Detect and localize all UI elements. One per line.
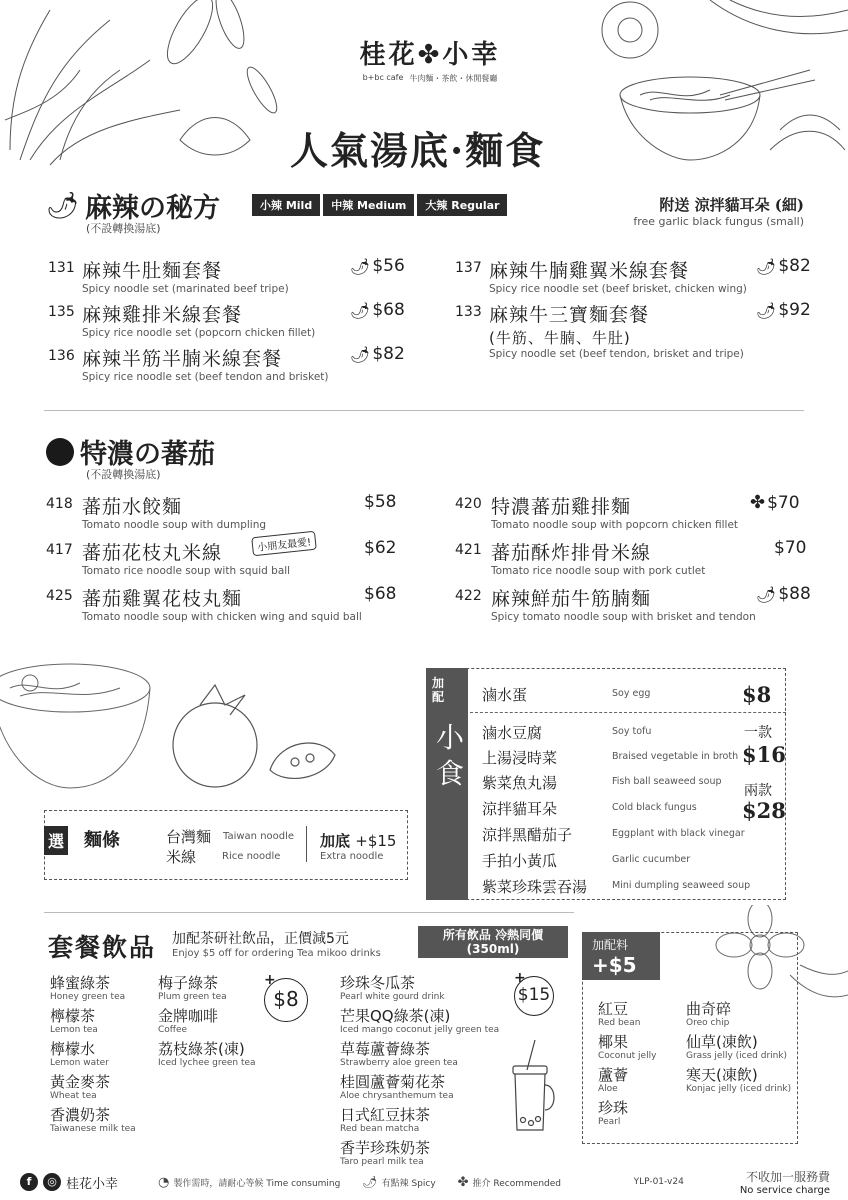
item-name-cn: 麻辣牛腩雞翼米線套餐 — [489, 260, 690, 282]
spice-level-badges — [252, 194, 507, 216]
item-code: 417 — [46, 542, 73, 558]
drink-name-en: Iced mango coconut jelly green tea — [340, 1025, 500, 1035]
topping-name-cn: 仙草(凍飲) — [686, 1033, 758, 1051]
drink-name-cn: 日式紅豆抹茶 — [340, 1106, 431, 1124]
noodle-choice-title: 麵條 — [84, 830, 120, 851]
extra-noodle — [320, 830, 396, 862]
drink-name-cn: 梅子綠茶 — [158, 974, 219, 992]
item-name-en: Spicy rice noodle set (beef brisket, chicken wing) — [489, 283, 747, 295]
tomato-section-title: 特濃の蕃茄 — [80, 439, 215, 470]
topping-name-en: Grass jelly (iced drink) — [686, 1051, 788, 1061]
drink-name-cn: 香芋珍珠奶茶 — [340, 1139, 431, 1157]
service-charge-cn: 不收加一服務費 — [745, 1170, 830, 1184]
extra-noodle-en: Extra noodle — [320, 851, 384, 862]
drink-name-en: Taro pearl milk tea — [340, 1157, 424, 1167]
item-price — [364, 584, 396, 604]
drink-name-cn: 檸檬水 — [50, 1040, 96, 1058]
side-item-en: Cold black fungus — [612, 802, 697, 813]
item-name-cn: 麻辣牛三寶麵套餐 — [489, 304, 650, 326]
side-item — [482, 722, 772, 743]
item-name-en: Tomato rice noodle soup with pork cutlet — [491, 565, 706, 577]
menu-item — [48, 344, 329, 383]
drink-name-cn: 黃金麥茶 — [50, 1073, 111, 1091]
item-name-en: Spicy rice noodle set (popcorn chicken fillet) — [82, 327, 316, 339]
drink-name-en: Honey green tea — [50, 992, 126, 1002]
drink-name-en: Red bean matcha — [340, 1124, 420, 1134]
item-name-cn: 麻辣鮮茄牛筋腩麵 — [491, 588, 652, 610]
menu-item — [455, 584, 756, 623]
two-item-price: $28 — [742, 798, 786, 823]
spice-level-medium: 中辣 Medium — [323, 194, 414, 216]
menu-item — [455, 538, 705, 577]
price-value: $70 — [774, 538, 807, 558]
facebook-icon[interactable]: f — [20, 1173, 38, 1191]
social-links — [20, 1173, 118, 1192]
temperature-badge-line2: (350ml) — [466, 942, 520, 956]
side-tag-small: 加配 — [432, 676, 445, 704]
item-name-en: Spicy noodle set (marinated beef tripe) — [82, 283, 289, 295]
item-price — [364, 538, 396, 558]
menu-item — [455, 492, 738, 531]
drink-item — [340, 972, 499, 1002]
section-divider — [44, 912, 574, 913]
price8-plus: + — [264, 972, 276, 988]
drinks-title: 套餐飲品 — [48, 933, 157, 962]
side-item — [482, 850, 772, 871]
drink-name-cn: 草莓蘆薈綠茶 — [340, 1040, 431, 1058]
drinks-promo — [172, 928, 381, 959]
drink-item — [50, 1104, 136, 1134]
drinks-column-2 — [158, 972, 256, 1071]
item-price — [364, 492, 396, 512]
legend-recommended — [458, 1175, 561, 1190]
extra-noodle-price: +$15 — [355, 832, 397, 850]
toppings-right — [686, 998, 791, 1097]
item-name-cn-detail: (牛筋、牛腩、牛肚) — [489, 329, 631, 347]
side-item-en: Eggplant with black vinegar — [612, 828, 745, 839]
brand-sub-cn: 牛肉麵・茶飲・休閒餐廳 — [409, 74, 498, 83]
free-gift-en: free garlic black fungus (small) — [633, 215, 804, 228]
price-value: $62 — [364, 538, 397, 558]
instagram-icon[interactable]: ◎ — [43, 1173, 61, 1191]
topping-item — [686, 1031, 791, 1061]
chili-icon: 🌶 — [362, 1175, 378, 1189]
drink-name-en: Coffee — [158, 1025, 188, 1035]
noodle-option-rice — [166, 846, 280, 867]
toppings-tag — [582, 932, 660, 980]
item-name-en: Spicy rice noodle set (beef tendon and brisket) — [82, 371, 329, 383]
item-name-en: Tomato noodle soup with dumpling — [82, 519, 267, 531]
side-item-cn: 紫菜魚丸湯 — [482, 774, 558, 792]
price-value: $68 — [372, 300, 405, 320]
side-item — [482, 772, 772, 793]
temperature-badge-line1: 所有飲品 冷熱同價 — [442, 928, 544, 942]
item-price — [350, 344, 405, 364]
drink-item — [50, 972, 136, 1002]
drink-name-en: Pearl white gourd drink — [340, 992, 445, 1002]
price-value: $68 — [364, 584, 397, 604]
item-name-cn: 麻辣半筋半腩米線套餐 — [82, 348, 283, 370]
price-value: $58 — [364, 492, 397, 512]
price15-plus: + — [514, 970, 526, 986]
side-item-cn: 上湯浸時菜 — [482, 749, 558, 767]
drinks-promo-cn: 加配茶研社飲品，正價減5元 — [172, 931, 349, 947]
item-code: 420 — [455, 496, 482, 512]
item-price — [350, 300, 405, 320]
drink-item — [340, 1038, 499, 1068]
drink-name-en: Wheat tea — [50, 1091, 97, 1101]
item-code: 137 — [455, 260, 482, 276]
toppings-tag-label: 加配料 — [592, 938, 629, 952]
drink-item — [340, 1071, 499, 1101]
side-item-cn: 紫菜珍珠雲吞湯 — [482, 878, 588, 896]
topping-name-cn: 曲奇碎 — [686, 1000, 732, 1018]
side-item — [482, 824, 772, 845]
chili-icon: 🌶 — [756, 300, 777, 320]
drink-name-cn: 金牌咖啡 — [158, 1007, 219, 1025]
item-name-cn: 麻辣牛肚麵套餐 — [82, 260, 223, 282]
topping-name-en: Oreo chip — [686, 1018, 730, 1028]
drink-name-en: Aloe chrysanthemum tea — [340, 1091, 454, 1101]
legend-time-text: 製作需時，請耐心等候 Time consuming — [173, 1178, 341, 1189]
menu-code: YLP-01-v24 — [633, 1177, 684, 1187]
service-charge-en: No service charge — [739, 1185, 830, 1196]
chili-icon: 🌶 — [756, 584, 777, 604]
page-title: 人氣湯底·麵食 — [290, 128, 546, 173]
spicy-section-note: (不設轉換湯底) — [86, 222, 161, 235]
menu-item — [48, 256, 289, 295]
spicy-section-title: 麻辣の秘方 — [85, 193, 221, 224]
side-item-en: Soy egg — [612, 688, 651, 699]
brand-logo — [355, 34, 505, 84]
drink-name-en: Strawberry aloe green tea — [340, 1058, 458, 1068]
item-code: 418 — [46, 496, 73, 512]
drink-item — [158, 972, 256, 1002]
chili-icon: 🌶 — [756, 256, 777, 276]
item-code: 131 — [48, 260, 75, 276]
drink-name-en: Iced lychee green tea — [158, 1058, 256, 1068]
chili-icon: 🌶 — [350, 300, 371, 320]
legend-time — [158, 1175, 340, 1190]
side-item — [482, 747, 772, 768]
topping-name-cn: 紅豆 — [598, 1000, 629, 1018]
chili-icon: 🌶 — [350, 256, 371, 276]
drink-item — [50, 1005, 136, 1035]
item-name-en: Tomato noodle soup with chicken wing and squid ball — [82, 611, 362, 623]
topping-name-cn: 珍珠 — [598, 1099, 629, 1117]
topping-name-cn: 椰果 — [598, 1033, 629, 1051]
recommended-icon: ✤ — [750, 492, 766, 513]
price-value: $92 — [778, 300, 811, 320]
item-price — [774, 538, 806, 558]
item-code: 425 — [46, 588, 73, 604]
side-dishes-tag — [426, 668, 468, 900]
topping-item — [598, 1097, 656, 1127]
menu-item — [46, 584, 362, 623]
brand-sub-en: b+bc cafe — [362, 73, 404, 82]
item-name-en: Spicy noodle set (beef tendon, brisket and tripe) — [489, 348, 744, 360]
noodle-option-cn: 米線 — [166, 848, 197, 866]
topping-name-en: Coconut jelly — [598, 1051, 657, 1061]
price-value: $82 — [778, 256, 811, 276]
drink-item — [340, 1005, 499, 1035]
drink-name-cn: 桂圓蘆薈菊花茶 — [340, 1073, 446, 1091]
drink-name-cn: 香濃奶茶 — [50, 1106, 111, 1124]
chili-icon: 🌶 — [350, 344, 371, 364]
drink-jar-illustration — [505, 1040, 560, 1135]
topping-name-en: Aloe — [598, 1084, 618, 1094]
side-item-en: Braised vegetable in broth — [612, 751, 739, 762]
item-code: 135 — [48, 304, 75, 320]
drink-price-8: $8 — [264, 978, 308, 1022]
menu-item — [48, 300, 315, 339]
topping-item — [598, 1064, 656, 1094]
section-divider — [44, 410, 804, 411]
drink-name-en: Plum green tea — [158, 992, 227, 1002]
side-item-en: Garlic cucumber — [612, 854, 691, 865]
item-name-cn: 特濃蕃茄雞排麵 — [491, 496, 632, 518]
topping-name-en: Pearl — [598, 1117, 621, 1127]
one-item-price: $16 — [742, 742, 786, 767]
item-name-en: Tomato noodle soup with popcorn chicken fillet — [491, 519, 739, 531]
item-name-cn: 蕃茄酥炸排骨米線 — [491, 542, 652, 564]
free-gift-note — [633, 194, 804, 228]
kids-favourite-tag: 小朋友最愛! — [251, 531, 317, 557]
item-name-cn: 蕃茄雞翼花枝丸麵 — [82, 588, 243, 610]
noodle-option-en: Taiwan noodle — [223, 831, 295, 842]
item-name-en: Spicy tomato noodle soup with brisket and tendon — [491, 611, 756, 623]
drinks-promo-en: Enjoy $5 off for ordering Tea mikoo drinks — [172, 948, 381, 959]
egg-price: $8 — [742, 682, 772, 707]
tomato-illustration — [160, 680, 340, 800]
menu-item — [455, 300, 744, 360]
noodle-option-en: Rice noodle — [222, 851, 281, 862]
side-item-cn: 涼拌黑醋茄子 — [482, 826, 573, 844]
drink-name-cn: 芒果QQ綠茶(凍) — [340, 1007, 451, 1025]
item-price — [756, 584, 811, 604]
drink-name-en: Lemon tea — [50, 1025, 98, 1035]
drink-item — [340, 1137, 499, 1167]
temperature-badge — [418, 926, 568, 958]
legend-spicy-text: 有點辣 Spicy — [381, 1178, 436, 1189]
topping-name-cn: 寒天(凍飲) — [686, 1066, 758, 1084]
price-value: $82 — [372, 344, 405, 364]
drinks-column-1 — [50, 972, 136, 1137]
spice-level-regular: 大辣 Regular — [417, 194, 507, 216]
topping-item — [598, 998, 656, 1028]
item-price — [750, 492, 800, 513]
time-icon: ◔ — [158, 1174, 170, 1190]
recommended-icon: ✤ — [457, 1174, 469, 1190]
drink-name-cn: 檸檬茶 — [50, 1007, 96, 1025]
drinks-column-3 — [340, 972, 499, 1170]
item-price — [756, 300, 811, 320]
item-code: 133 — [455, 304, 482, 320]
side-item — [482, 876, 772, 897]
noodle-choice-vdivider — [306, 826, 307, 862]
item-name-cn: 蕃茄花枝丸米線 — [82, 542, 223, 564]
topping-item — [598, 1031, 656, 1061]
one-item-label: 一款 — [744, 725, 772, 741]
topping-name-en: Red bean — [598, 1018, 641, 1028]
side-item — [482, 798, 772, 819]
side-item-cn: 滷水蛋 — [482, 686, 528, 704]
side-item-en: Fish ball seaweed soup — [612, 776, 722, 787]
item-code: 421 — [455, 542, 482, 558]
price-value: $88 — [778, 584, 811, 604]
topping-item — [686, 998, 791, 1028]
drink-item — [50, 1071, 136, 1101]
side-dash-divider — [470, 712, 786, 713]
noodle-option-taiwan — [166, 826, 294, 847]
side-item-en: Mini dumpling seaweed soup — [612, 880, 751, 891]
footer — [20, 1168, 830, 1196]
extra-noodle-cn: 加底 — [320, 832, 351, 850]
noodle-bowl-illustration-middle — [0, 658, 170, 798]
leaf-illustration-left — [0, 0, 280, 170]
legend-recommended-text: 推介 Recommended — [472, 1178, 561, 1189]
legend-spicy — [362, 1175, 435, 1189]
side-item-cn: 滷水豆腐 — [482, 724, 543, 742]
drink-item — [158, 1005, 256, 1035]
menu-item — [46, 492, 266, 531]
noodle-option-cn: 台灣麵 — [166, 828, 212, 846]
price-value: $56 — [372, 256, 405, 276]
topping-name-cn: 蘆薈 — [598, 1066, 629, 1084]
item-name-cn: 蕃茄水餃麵 — [82, 496, 183, 518]
menu-item — [455, 256, 747, 295]
drink-name-cn: 珍珠冬瓜茶 — [340, 974, 416, 992]
topping-name-en: Konjac jelly (iced drink) — [686, 1084, 792, 1094]
drink-name-en: Taiwanese milk tea — [50, 1124, 136, 1134]
item-name-en: Tomato rice noodle soup with squid ball — [82, 565, 291, 577]
topping-item — [686, 1064, 791, 1094]
free-gift-cn: 附送 涼拌貓耳朵 (細) — [659, 196, 804, 214]
drink-item — [340, 1104, 499, 1134]
drink-name-cn: 蜂蜜綠茶 — [50, 974, 111, 992]
drink-name-cn: 荔枝綠茶(凍) — [158, 1040, 245, 1058]
side-item-cn: 涼拌貓耳朵 — [482, 800, 558, 818]
side-item-cn: 手拍小黃瓜 — [482, 852, 558, 870]
side-item-egg — [482, 684, 772, 705]
noodle-bowl-illustration-top — [570, 0, 848, 170]
spice-level-mild: 小辣 Mild — [252, 194, 320, 216]
item-price — [756, 256, 811, 276]
tomato-icon — [46, 438, 74, 466]
item-code: 136 — [48, 348, 75, 364]
toppings-tag-price: +$5 — [592, 953, 637, 977]
item-name-cn: 麻辣雞排米線套餐 — [82, 304, 243, 326]
two-item-label: 兩款 — [744, 783, 772, 799]
item-price — [350, 256, 405, 276]
social-name: 桂花小幸 — [66, 1176, 119, 1192]
brand-subtitle — [355, 73, 505, 84]
drink-item — [50, 1038, 136, 1068]
item-code: 422 — [455, 588, 482, 604]
side-tag-big: 小食 — [436, 721, 465, 790]
noodle-choice-tag: 選 — [44, 826, 68, 855]
toppings-left — [598, 998, 656, 1130]
chili-icon: 🌶 — [46, 190, 80, 221]
side-item-en: Soy tofu — [612, 726, 652, 737]
drink-name-en: Lemon water — [50, 1058, 109, 1068]
price-value: $70 — [767, 492, 800, 513]
drink-price-15: $15 — [514, 976, 554, 1016]
tomato-section-note: (不設轉換湯底) — [86, 468, 161, 481]
brand-name: 桂花✤小幸 — [359, 40, 501, 70]
service-charge-note — [740, 1168, 830, 1196]
drink-item — [158, 1038, 256, 1068]
